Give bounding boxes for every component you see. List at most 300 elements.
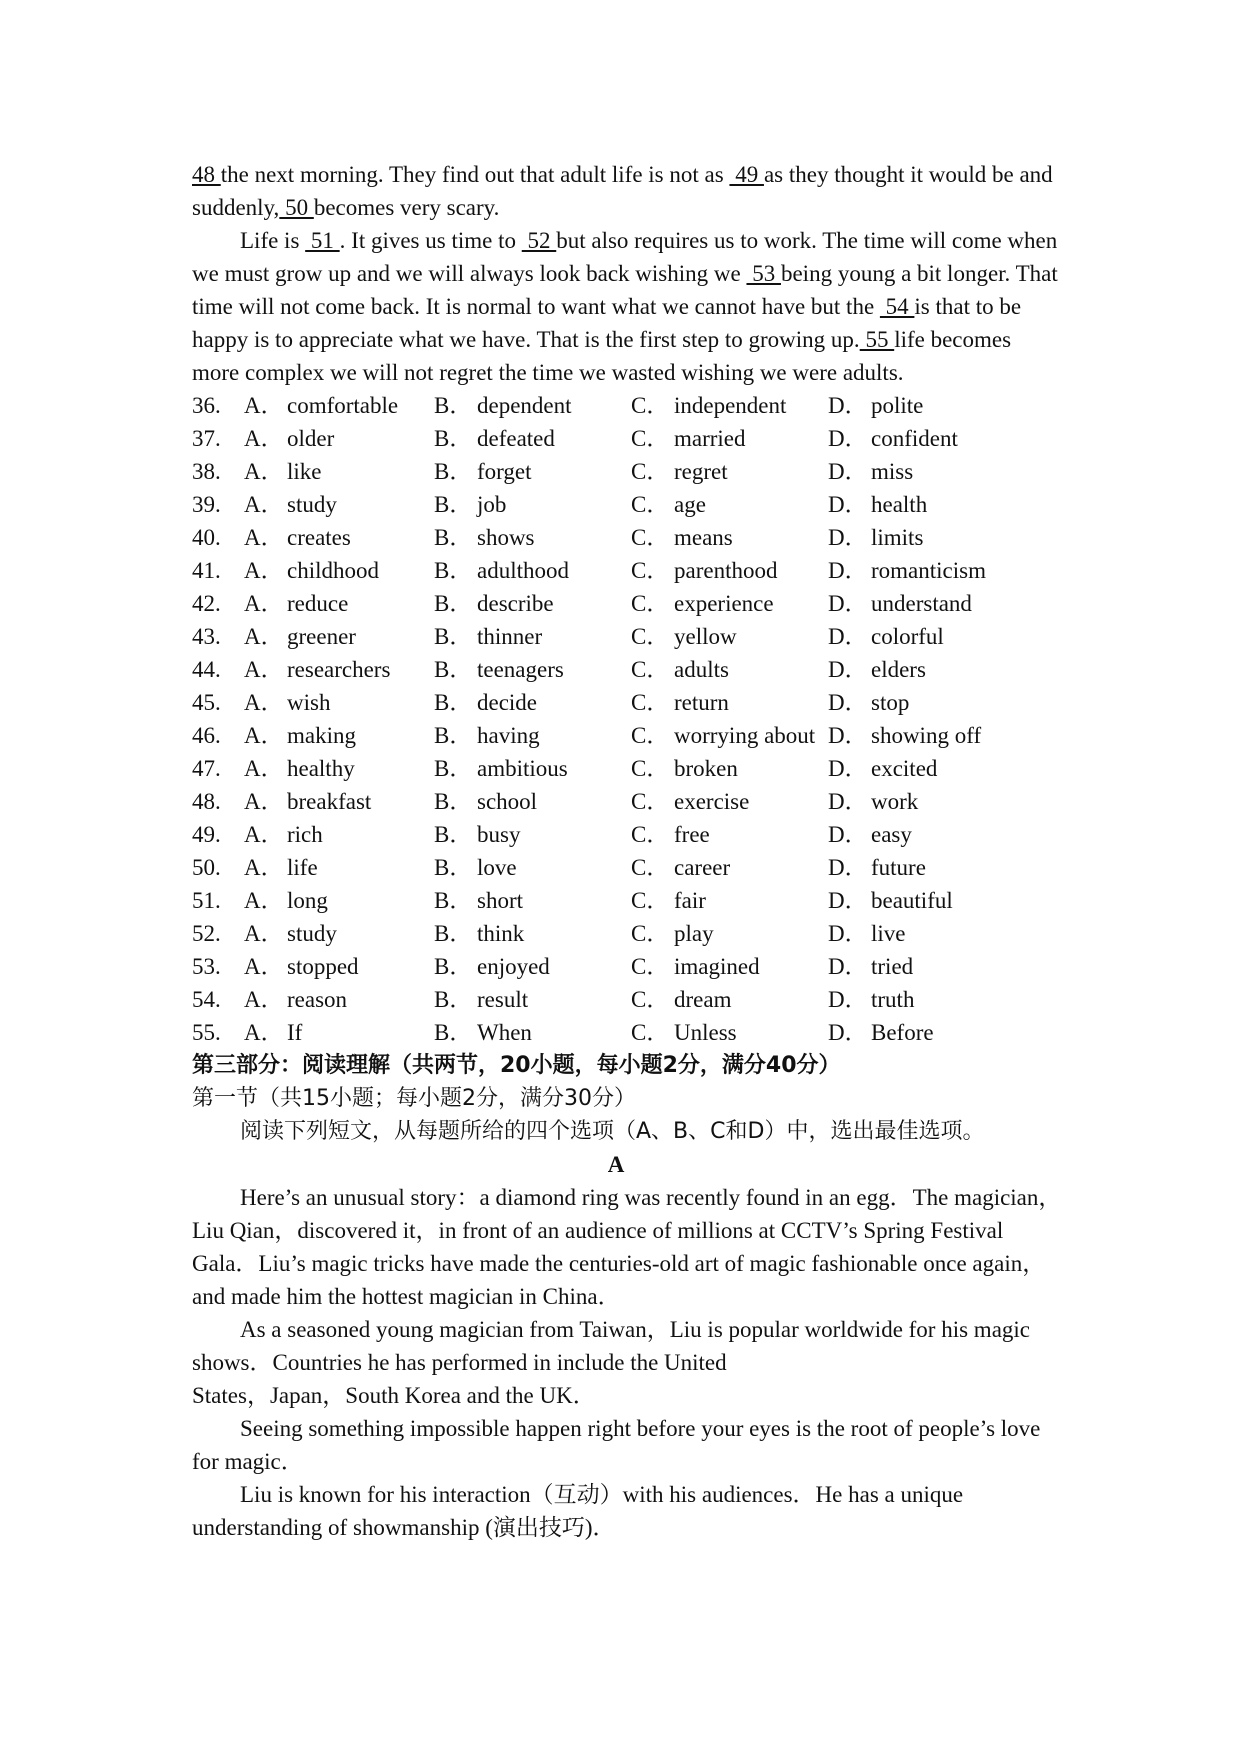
option-d — [828, 653, 1028, 686]
option-text: future — [871, 855, 926, 880]
option-a — [244, 752, 434, 785]
option-text: understand — [871, 591, 972, 616]
option-text: worrying about — [674, 723, 816, 748]
option-text: forget — [477, 459, 532, 484]
option-letter: D． — [828, 591, 868, 616]
option-letter: C． — [631, 459, 670, 484]
option-letter: B． — [434, 756, 473, 781]
question-row — [192, 455, 1062, 488]
option-letter: B． — [434, 789, 473, 814]
option-letter: C． — [631, 888, 670, 913]
option-letter: D． — [828, 921, 868, 946]
part3-title: 第三部分：阅读理解（共两节，20小题，每小题2分，满分40分） — [192, 1053, 841, 1078]
option-letter: C． — [631, 426, 670, 451]
option-c — [631, 686, 828, 719]
option-d — [828, 488, 1028, 521]
question-number: 41. — [192, 558, 221, 583]
passage-top-paragraph-2 — [192, 224, 1062, 389]
option-c — [631, 950, 828, 983]
option-a — [244, 587, 434, 620]
option-text: showing off — [871, 723, 982, 748]
option-letter: A． — [244, 921, 284, 946]
option-text: imagined — [674, 954, 760, 979]
reading-instruction: 阅读下列短文，从每题所给的四个选项（A、B、C和D）中，选出最佳选项。 — [240, 1119, 985, 1144]
option-b — [434, 686, 631, 719]
option-text: dependent — [477, 393, 572, 418]
option-b — [434, 620, 631, 653]
option-letter: D． — [828, 954, 868, 979]
question-row — [192, 422, 1062, 455]
option-letter: B． — [434, 855, 473, 880]
option-c — [631, 851, 828, 884]
option-a — [244, 521, 434, 554]
option-letter: A． — [244, 525, 284, 550]
question-row — [192, 389, 1062, 422]
question-number: 45. — [192, 690, 221, 715]
option-letter: B． — [434, 624, 473, 649]
question-row — [192, 884, 1062, 917]
option-letter: A． — [244, 756, 284, 781]
option-text: adults — [674, 657, 729, 682]
exam-page — [192, 158, 1062, 1544]
option-letter: A． — [244, 789, 284, 814]
option-b — [434, 983, 631, 1016]
text-segment: the next morning. They find out that adult life is not as — [220, 162, 730, 187]
question-row — [192, 719, 1062, 752]
option-d — [828, 1016, 1028, 1049]
option-letter: A． — [244, 987, 284, 1012]
option-c — [631, 422, 828, 455]
question-row — [192, 818, 1062, 851]
option-text: making — [287, 723, 356, 748]
option-b — [434, 422, 631, 455]
option-letter: D． — [828, 426, 868, 451]
option-b — [434, 785, 631, 818]
option-d — [828, 719, 1028, 752]
option-letter: D． — [828, 525, 868, 550]
option-letter: C． — [631, 921, 670, 946]
option-letter: A． — [244, 624, 284, 649]
option-c — [631, 620, 828, 653]
option-b — [434, 719, 631, 752]
option-text: When — [477, 1020, 532, 1045]
question-number: 50. — [192, 855, 221, 880]
text-segment: as they thought it would be and suddenly, — [192, 162, 1053, 220]
option-text: age — [674, 492, 706, 517]
option-c — [631, 389, 828, 422]
option-text: rich — [287, 822, 323, 847]
option-text: job — [477, 492, 507, 517]
option-text: defeated — [477, 426, 555, 451]
option-text: long — [287, 888, 328, 913]
option-letter: A． — [244, 459, 284, 484]
option-c — [631, 785, 828, 818]
option-letter: D． — [828, 657, 868, 682]
option-text: confident — [871, 426, 958, 451]
option-letter: D． — [828, 987, 868, 1012]
option-text: experience — [674, 591, 774, 616]
option-b — [434, 950, 631, 983]
question-row — [192, 521, 1062, 554]
option-letter: C． — [631, 723, 670, 748]
option-d — [828, 851, 1028, 884]
option-text: describe — [477, 591, 554, 616]
option-c — [631, 554, 828, 587]
option-text: parenthood — [674, 558, 778, 583]
option-text: health — [871, 492, 928, 517]
option-letter: B． — [434, 525, 473, 550]
option-text: return — [674, 690, 729, 715]
option-letter: D． — [828, 459, 868, 484]
option-text: teenagers — [477, 657, 564, 682]
option-d — [828, 950, 1028, 983]
section1-title: 第一节（共15小题；每小题2分，满分30分） — [192, 1086, 636, 1111]
option-letter: A． — [244, 657, 284, 682]
option-letter: B． — [434, 888, 473, 913]
option-text: stopped — [287, 954, 359, 979]
option-letter: A． — [244, 492, 284, 517]
option-text: independent — [674, 393, 787, 418]
option-c — [631, 1016, 828, 1049]
option-letter: D． — [828, 855, 868, 880]
option-d — [828, 389, 1028, 422]
option-text: childhood — [287, 558, 379, 583]
option-a — [244, 389, 434, 422]
question-row — [192, 620, 1062, 653]
option-b — [434, 389, 631, 422]
option-d — [828, 554, 1028, 587]
option-text: tried — [871, 954, 914, 979]
option-b — [434, 818, 631, 851]
option-a — [244, 950, 434, 983]
option-text: wish — [287, 690, 331, 715]
option-text: exercise — [674, 789, 750, 814]
blank-50: 50 — [279, 195, 314, 220]
question-row — [192, 917, 1062, 950]
option-b — [434, 752, 631, 785]
option-text: easy — [871, 822, 912, 847]
option-letter: B． — [434, 987, 473, 1012]
option-text: busy — [477, 822, 521, 847]
option-c — [631, 752, 828, 785]
option-letter: B． — [434, 921, 473, 946]
question-row — [192, 983, 1062, 1016]
option-letter: B． — [434, 492, 473, 517]
option-d — [828, 785, 1028, 818]
question-number: 49. — [192, 822, 221, 847]
question-number: 52. — [192, 921, 221, 946]
option-a — [244, 488, 434, 521]
option-letter: C． — [631, 492, 670, 517]
option-text: romanticism — [871, 558, 986, 583]
option-a — [244, 554, 434, 587]
blank-52: 52 — [521, 228, 557, 253]
option-a — [244, 653, 434, 686]
option-a — [244, 983, 434, 1016]
option-c — [631, 818, 828, 851]
option-text: Before — [871, 1020, 934, 1045]
option-letter: C． — [631, 591, 670, 616]
option-letter: A． — [244, 558, 284, 583]
option-letter: A． — [244, 591, 284, 616]
option-c — [631, 455, 828, 488]
option-b — [434, 521, 631, 554]
option-letter: A． — [244, 855, 284, 880]
option-letter: D． — [828, 756, 868, 781]
option-text: free — [674, 822, 710, 847]
option-letter: B． — [434, 393, 473, 418]
option-letter: D． — [828, 822, 868, 847]
option-letter: B． — [434, 723, 473, 748]
option-text: regret — [674, 459, 728, 484]
option-letter: C． — [631, 987, 670, 1012]
question-number: 51. — [192, 888, 221, 913]
option-letter: B． — [434, 1020, 473, 1045]
option-text: colorful — [871, 624, 944, 649]
option-text: like — [287, 459, 322, 484]
option-text: thinner — [477, 624, 543, 649]
option-d — [828, 521, 1028, 554]
option-letter: D． — [828, 558, 868, 583]
blank-49: 49 — [729, 162, 764, 187]
option-d — [828, 983, 1028, 1016]
question-number: 36. — [192, 393, 221, 418]
option-letter: D． — [828, 723, 868, 748]
option-text: study — [287, 921, 337, 946]
option-b — [434, 653, 631, 686]
option-letter: D． — [828, 789, 868, 814]
option-a — [244, 686, 434, 719]
option-text: adulthood — [477, 558, 569, 583]
question-number: 38. — [192, 459, 221, 484]
option-letter: C． — [631, 954, 670, 979]
option-text: study — [287, 492, 337, 517]
option-b — [434, 587, 631, 620]
option-letter: C． — [631, 624, 670, 649]
option-letter: A． — [244, 954, 284, 979]
question-row — [192, 488, 1062, 521]
option-letter: D． — [828, 624, 868, 649]
question-number: 54. — [192, 987, 221, 1012]
question-row — [192, 851, 1062, 884]
question-row — [192, 752, 1062, 785]
option-b — [434, 554, 631, 587]
option-letter: D． — [828, 888, 868, 913]
option-b — [434, 851, 631, 884]
text-segment: . It gives us time to — [339, 228, 522, 253]
option-text: short — [477, 888, 523, 913]
question-number: 55. — [192, 1020, 221, 1045]
option-b — [434, 455, 631, 488]
option-b — [434, 917, 631, 950]
option-a — [244, 620, 434, 653]
option-a — [244, 422, 434, 455]
option-letter: B． — [434, 459, 473, 484]
option-text: ambitious — [477, 756, 568, 781]
option-letter: B． — [434, 657, 473, 682]
option-text: shows — [477, 525, 535, 550]
option-text: broken — [674, 756, 738, 781]
question-row — [192, 950, 1062, 983]
option-letter: B． — [434, 690, 473, 715]
option-a — [244, 818, 434, 851]
option-a — [244, 884, 434, 917]
option-b — [434, 488, 631, 521]
option-text: researchers — [287, 657, 391, 682]
option-text: life — [287, 855, 318, 880]
option-letter: D． — [828, 1020, 868, 1045]
option-text: beautiful — [871, 888, 953, 913]
option-text: stop — [871, 690, 910, 715]
text-segment: is that to be happy is to appreciate what we have. That is the first step to growing up. — [192, 294, 1022, 352]
option-c — [631, 587, 828, 620]
blank-55: 55 — [859, 327, 895, 352]
option-text: live — [871, 921, 906, 946]
passage-a-paragraph-1: Here’s an unusual story：a diamond ring was recently found in an egg．The magician，Liu Qian，discovered it，in front of an audience of millions at CCTV’s Spring Festival Gala．Liu’s magic tricks have made the centuries-old art of magic fashionable once again，and made him the hottest magician in China． — [192, 1185, 1062, 1309]
option-text: love — [477, 855, 517, 880]
option-d — [828, 686, 1028, 719]
option-a — [244, 917, 434, 950]
option-text: excited — [871, 756, 938, 781]
option-d — [828, 620, 1028, 653]
question-row — [192, 587, 1062, 620]
text-segment: Life is — [240, 228, 306, 253]
option-text: result — [477, 987, 529, 1012]
option-text: healthy — [287, 756, 355, 781]
question-number: 47. — [192, 756, 221, 781]
option-text: school — [477, 789, 538, 814]
option-letter: C． — [631, 756, 670, 781]
option-text: fair — [674, 888, 706, 913]
option-text: reduce — [287, 591, 349, 616]
option-letter: A． — [244, 723, 284, 748]
option-c — [631, 653, 828, 686]
option-a — [244, 719, 434, 752]
option-letter: B． — [434, 591, 473, 616]
text-segment: becomes very scary. — [313, 195, 500, 220]
option-c — [631, 719, 828, 752]
option-d — [828, 752, 1028, 785]
option-letter: A． — [244, 426, 284, 451]
option-d — [828, 455, 1028, 488]
question-row — [192, 1016, 1062, 1049]
option-d — [828, 587, 1028, 620]
option-text: think — [477, 921, 525, 946]
blank-48: 48 — [192, 162, 221, 187]
option-text: elders — [871, 657, 926, 682]
option-letter: C． — [631, 690, 670, 715]
option-c — [631, 884, 828, 917]
passage-letter: A — [607, 1152, 625, 1177]
option-c — [631, 521, 828, 554]
option-a — [244, 785, 434, 818]
question-number: 53. — [192, 954, 221, 979]
option-text: creates — [287, 525, 351, 550]
question-number: 37. — [192, 426, 221, 451]
question-list — [192, 389, 1062, 1049]
option-text: having — [477, 723, 540, 748]
option-text: work — [871, 789, 919, 814]
option-letter: A． — [244, 393, 284, 418]
option-d — [828, 917, 1028, 950]
question-row — [192, 785, 1062, 818]
option-letter: A． — [244, 822, 284, 847]
passage-a-paragraph-3: Seeing something impossible happen right before your eyes is the root of people’s love for magic． — [192, 1416, 1041, 1474]
option-c — [631, 917, 828, 950]
passage-a-paragraph-2 — [192, 1313, 1062, 1412]
option-text: play — [674, 921, 714, 946]
option-text: comfortable — [287, 393, 399, 418]
option-text: enjoyed — [477, 954, 550, 979]
option-letter: C． — [631, 822, 670, 847]
option-b — [434, 884, 631, 917]
option-text: If — [287, 1020, 303, 1045]
option-text: older — [287, 426, 335, 451]
question-number: 39. — [192, 492, 221, 517]
option-text: miss — [871, 459, 914, 484]
question-number: 44. — [192, 657, 221, 682]
option-letter: D． — [828, 690, 868, 715]
option-text: Unless — [674, 1020, 737, 1045]
text-segment: life becomes more complex we will not regret the time we wasted wishing we were adults. — [192, 327, 1012, 385]
option-text: truth — [871, 987, 915, 1012]
option-text: dream — [674, 987, 732, 1012]
blank-53: 53 — [746, 261, 781, 286]
question-number: 42. — [192, 591, 221, 616]
text-segment: but also requires us to work. The time will come when we must grow up and we will always look back wishing we — [192, 228, 1058, 286]
option-d — [828, 818, 1028, 851]
option-letter: B． — [434, 558, 473, 583]
option-letter: A． — [244, 1020, 284, 1045]
option-letter: C． — [631, 855, 670, 880]
blank-54: 54 — [879, 294, 915, 319]
option-text: career — [674, 855, 731, 880]
option-letter: C． — [631, 525, 670, 550]
question-row — [192, 653, 1062, 686]
question-number: 40. — [192, 525, 221, 550]
option-letter: D． — [828, 393, 868, 418]
option-letter: C． — [631, 789, 670, 814]
passage-a-paragraph-4: Liu is known for his interaction（互动）with his audiences．He has a unique understanding of showmanship (演出技巧)． — [192, 1482, 964, 1540]
option-c — [631, 488, 828, 521]
blank-51: 51 — [305, 228, 340, 253]
option-d — [828, 884, 1028, 917]
text-segment: States，Japan，South Korea and the UK． — [192, 1383, 596, 1408]
option-letter: A． — [244, 690, 284, 715]
option-text: reason — [287, 987, 348, 1012]
option-text: limits — [871, 525, 924, 550]
option-text: yellow — [674, 624, 737, 649]
option-a — [244, 455, 434, 488]
option-d — [828, 422, 1028, 455]
option-c — [631, 983, 828, 1016]
option-letter: A． — [244, 888, 284, 913]
passage-top-paragraph-1 — [192, 158, 1062, 224]
option-letter: B． — [434, 954, 473, 979]
option-b — [434, 1016, 631, 1049]
option-text: decide — [477, 690, 538, 715]
option-text: greener — [287, 624, 356, 649]
text-segment: As a seasoned young magician from Taiwan，Liu is popular worldwide for his magic shows．Countries he has performed in include the United — [192, 1317, 1031, 1375]
option-letter: B． — [434, 822, 473, 847]
question-number: 48. — [192, 789, 221, 814]
option-letter: C． — [631, 657, 670, 682]
text-segment: being young a bit longer. That time will not come back. It is normal to want what we cannot have but the — [192, 261, 1058, 319]
option-a — [244, 851, 434, 884]
question-row — [192, 686, 1062, 719]
option-letter: C． — [631, 1020, 670, 1045]
option-text: married — [674, 426, 746, 451]
